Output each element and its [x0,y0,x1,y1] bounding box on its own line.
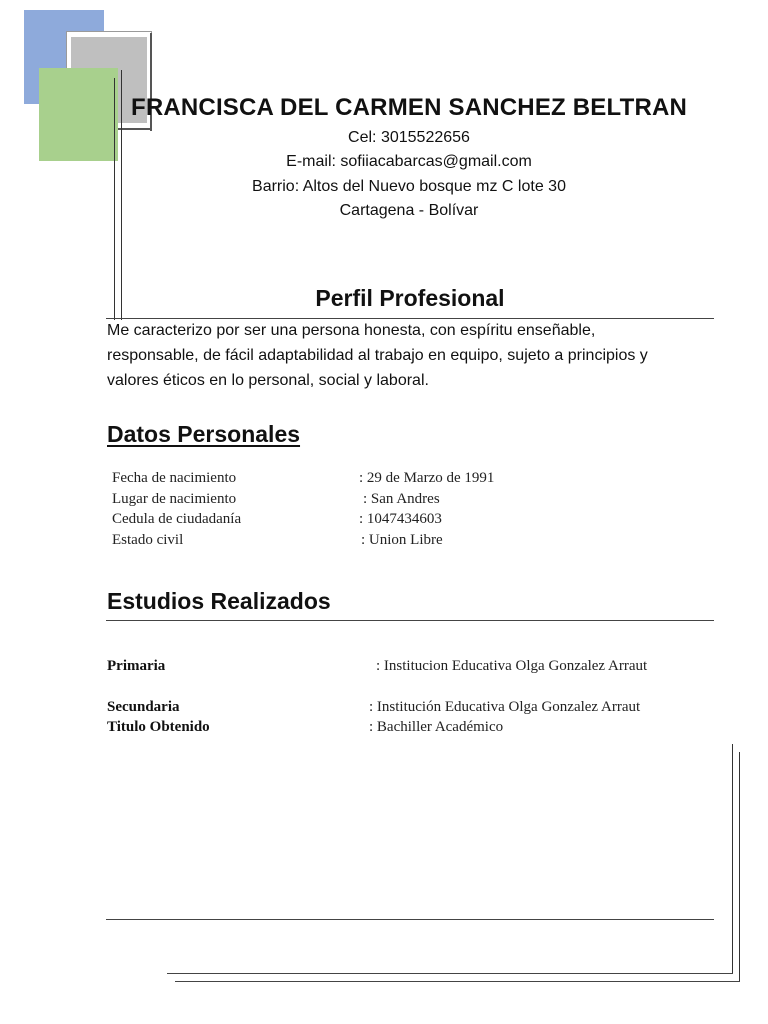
studies-label: Primaria [107,658,166,674]
decorative-horizontal-line-bottom-1 [167,973,733,974]
personal-label: Lugar de nacimiento [112,491,237,507]
studies-heading: Estudios Realizados [107,588,331,614]
studies-value: : Bachiller Académico [369,719,504,735]
decorative-horizontal-line-bottom-2 [175,981,740,982]
footer-divider [106,919,714,920]
studies-value: : Institución Educativa Olga Gonzalez Arraut [369,699,641,715]
decorative-vertical-line-right-1 [732,744,733,974]
profile-line: Me caracterizo por ser una persona honesta, con espíritu enseñable, [107,322,596,339]
profile-line: valores éticos en lo personal, social y laboral. [107,372,429,389]
personal-value: : 1047434603 [359,511,442,527]
contact-phone: Cel: 3015522656 [348,129,470,146]
personal-data-heading: Datos Personales [107,421,301,447]
studies-label: Secundaria [107,699,180,715]
personal-label: Cedula de ciudadanía [112,511,242,527]
studies-divider [106,620,714,621]
profile-heading: Perfil Profesional [315,285,505,311]
contact-address: Barrio: Altos del Nuevo bosque mz C lote 30 [252,178,566,195]
profile-line: responsable, de fácil adaptabilidad al trabajo en equipo, sujeto a principios y [107,347,648,364]
profile-paragraph [107,318,717,393]
candidate-name: FRANCISCA DEL CARMEN SANCHEZ BELTRAN [130,94,688,121]
contact-email: E-mail: sofiiacabarcas@gmail.com [286,153,532,170]
personal-value: : San Andres [363,491,440,507]
personal-label: Fecha de nacimiento [112,470,237,486]
studies-value: : Institucion Educativa Olga Gonzalez Arraut [376,658,648,674]
personal-value: : Union Libre [361,532,443,548]
personal-value: : 29 de Marzo de 1991 [359,470,495,486]
studies-label: Titulo Obtenido [107,719,210,735]
personal-label: Estado civil [112,532,184,548]
decorative-vertical-line-right-2 [739,752,740,982]
contact-city: Cartagena - Bolívar [339,202,479,219]
